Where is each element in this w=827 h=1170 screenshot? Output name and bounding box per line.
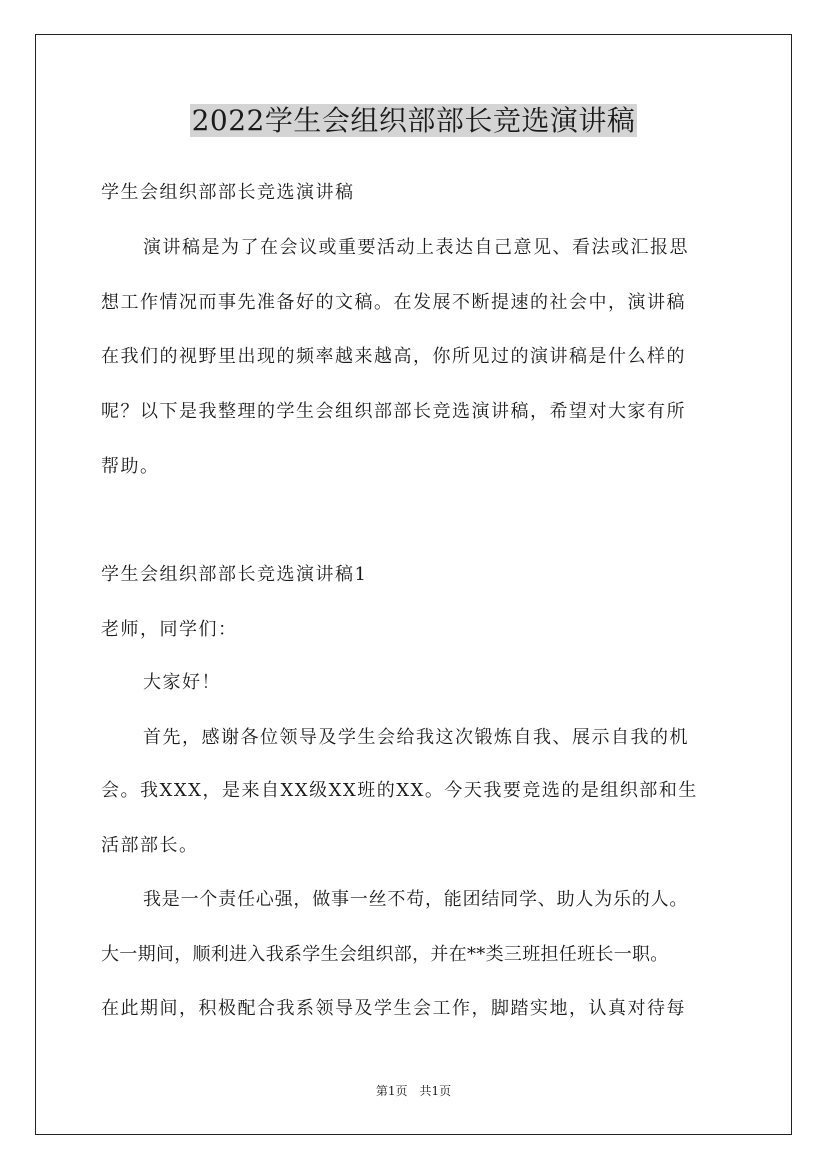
paragraph-line: 在此期间，积极配合我系领导及学生会工作，脚踏实地，认真对待每 — [101, 998, 686, 1019]
paragraph-line: 帮助。 — [101, 456, 160, 477]
paragraph-line: 我是一个责任心强，做事一丝不苟，能团结同学、助人为乐的人。 — [143, 889, 689, 910]
paragraph-line: 想工作情况而事先准备好的文稿。在发展不断提速的社会中，演讲稿 — [101, 292, 686, 313]
paragraph-line: 大一期间，顺利进入我系学生会组织部，并在**类三班担任班长一职。 — [101, 944, 669, 965]
paragraph-line: 首先，感谢各位领导及学生会给我这次锻炼自我、展示自我的机 — [143, 727, 689, 748]
document-title: 2022学生会组织部部长竞选演讲稿 — [191, 104, 636, 137]
paragraph-line: 会。我XXX，是来自XX级XX班的XX。今天我要竞选的是组织部和生 — [101, 780, 698, 801]
paragraph-line: 演讲稿是为了在会议或重要活动上表达自己意见、看法或汇报思 — [143, 237, 689, 258]
paragraph-line: 在我们的视野里出现的频率越来越高，你所见过的演讲稿是什么样的 — [101, 346, 686, 367]
paragraph-line: 活部部长。 — [101, 835, 199, 856]
greeting-line: 大家好！ — [143, 672, 221, 693]
section-heading: 学生会组织部部长竞选演讲稿1 — [101, 564, 368, 585]
salutation-line: 老师，同学们： — [101, 619, 238, 640]
page-footer: 第1页 共1页 — [375, 1084, 452, 1098]
subtitle-line: 学生会组织部部长竞选演讲稿 — [101, 182, 355, 203]
paragraph-line: 呢？以下是我整理的学生会组织部部长竞选演讲稿，希望对大家有所 — [101, 401, 686, 422]
